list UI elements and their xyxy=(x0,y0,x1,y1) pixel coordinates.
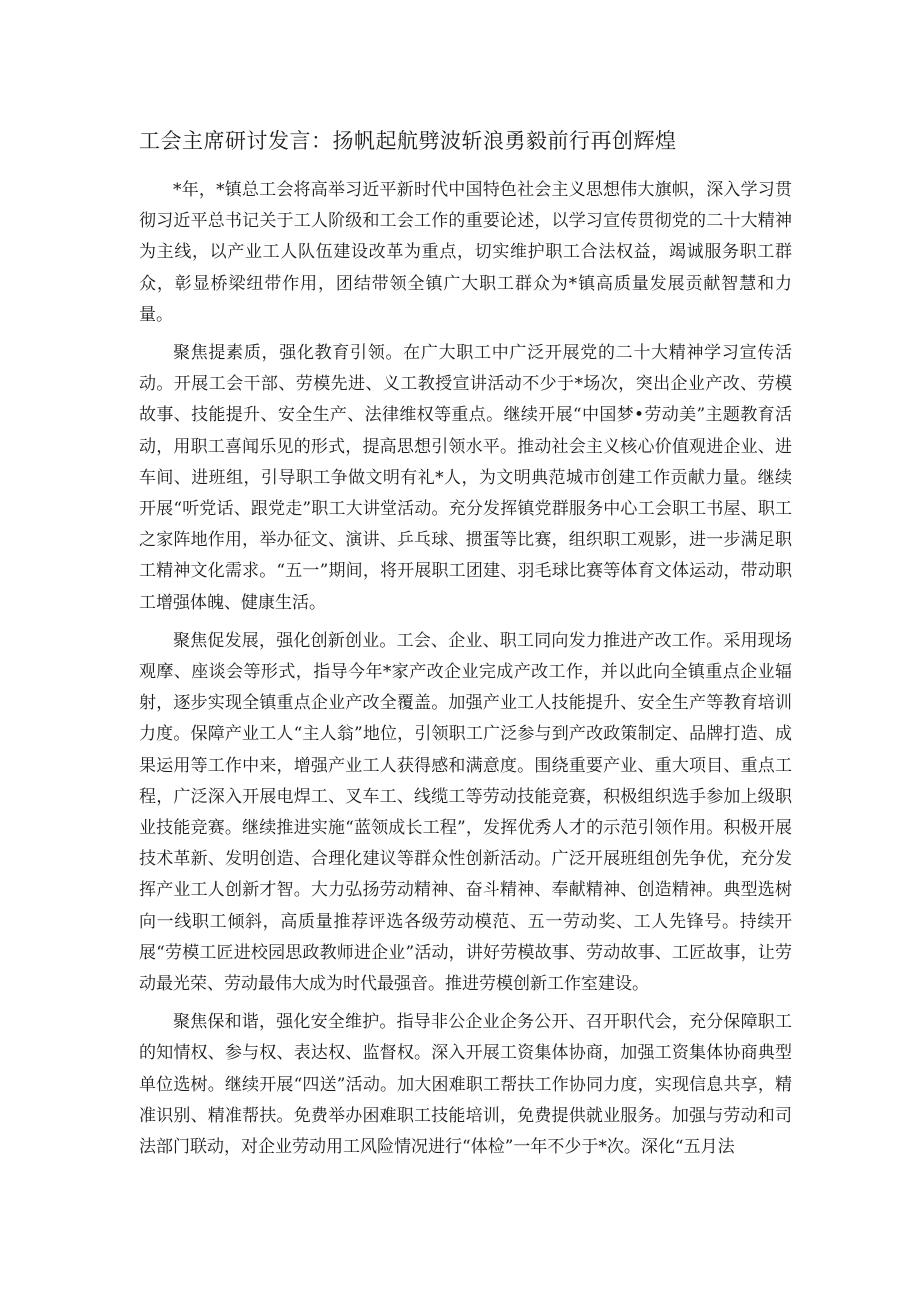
paragraph-intro: *年，*镇总工会将高举习近平新时代中国特色社会主义思想伟大旗帜，深入学习贯彻习近平总书记关于工人阶级和工会工作的重要论述，以学习宣传贯彻党的二十大精神为主线，以产业工人队伍建设改革为重点，切实维护职工合法权益，竭诚服务职工群众，彰显桥梁纽带作用，团结带领全镇广大职工群众为*镇高质量发展贡献智慧和力量。 xyxy=(139,180,792,325)
document-title: 工会主席研讨发言：扬帆起航劈波斩浪勇毅前行再创辉煌 xyxy=(139,129,677,153)
document-body xyxy=(139,175,792,1163)
paragraph-education: 聚焦提素质，强化教育引领。在广大职工中广泛开展党的二十大精神学习宣传活动。开展工会干部、劳模先进、义工教授宣讲活动不少于*场次，突出企业产改、劳模故事、技能提升、安全生产、法律维权等重点。继续开展“中国梦•劳动美”主题教育活动，用职工喜闻乐见的形式，提高思想引领水平。推动社会主义核心价值观进企业、进车间、进班组，引导职工争做文明有礼*人，为文明典范城市创建工作贡献力量。继续开展“听党话、跟党走”职工大讲堂活动。充分发挥镇党群服务中心工会职工书屋、职工之家阵地作用，举办征文、演讲、乒乓球、掼蛋等比赛，组织职工观影，进一步满足职工精神文化需求。“五一”期间，将开展职工团建、羽毛球比赛等体育文体运动，带动职工增强体魄、健康生活。 xyxy=(139,343,792,613)
paragraph-development: 聚焦促发展，强化创新创业。工会、企业、职工同向发力推进产改工作。采用现场观摩、座谈会等形式，指导今年*家产改企业完成产改工作，并以此向全镇重点企业辐射，逐步实现全镇重点企业产改全覆盖。加强产业工人技能提升、安全生产等教育培训力度。保障产业工人“主人翁”地位，引领职工广泛参与到产改政策制定、品牌打造、成果运用等工作中来，增强产业工人获得感和满意度。围绕重要产业、重大项目、重点工程，广泛深入开展电焊工、叉车工、线缆工等劳动技能竞赛，积极组织选手参加上级职业技能竞赛。继续推进实施“蓝领成长工程”，发挥优秀人才的示范引领作用。积极开展技术革新、发明创造、合理化建议等群众性创新活动。广泛开展班组创先争优，充分发挥产业工人创新才智。大力弘扬劳动精神、奋斗精神、奉献精神、创造精神。典型选树向一线职工倾斜，高质量推荐评选各级劳动模范、五一劳动奖、工人先锋号。持续开展“劳模工匠进校园思政教师进企业”活动，讲好劳模故事、劳动故事、工匠故事，让劳动最光荣、劳动最伟大成为时代最强音。推进劳模创新工作室建设。 xyxy=(139,630,792,995)
paragraph-harmony: 聚焦保和谐，强化安全维护。指导非公企业企务公开、召开职代会，充分保障职工的知情权、参与权、表达权、监督权。深入开展工资集体协商，加强工资集体协商典型单位选树。继续开展“四送”活动。加大困难职工帮扶工作协同力度，实现信息共享，精准识别、精准帮扶。免费举办困难职工技能培训，免费提供就业服务。加强与劳动和司法部门联动，对企业劳动用工风险情况进行“体检”一年不少于*次。深化“五月法 xyxy=(139,1012,792,1158)
document-page xyxy=(139,124,792,1170)
